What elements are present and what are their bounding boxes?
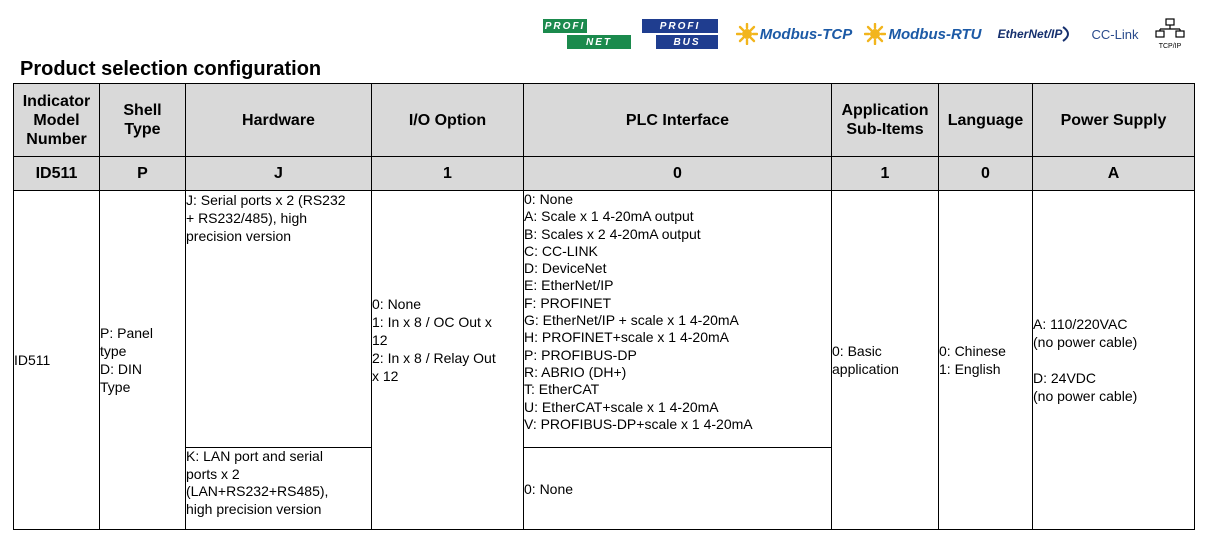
io-options-cell: 0: None 1: In x 8 / OC Out x 12 2: In x 8 / Relay Out x 12 (372, 191, 524, 530)
shell-options-cell: P: Panel type D: DIN Type (100, 191, 186, 530)
hardware-k-cell: K: LAN port and serial ports x 2 (LAN+RS232+RS485), high precision version (186, 448, 372, 530)
modbus-tcp-text: Modbus-TCP (759, 25, 853, 43)
profibus-logo-bottom: BUS (656, 35, 718, 49)
protocol-logos (540, 14, 1190, 54)
language-options-cell: 0: Chinese 1: English (939, 191, 1033, 530)
code-row (14, 157, 1195, 191)
modbus-tcp-logo (726, 18, 862, 50)
profinet-logo-bottom: NET (567, 35, 631, 49)
code-model: ID511 (14, 157, 100, 191)
cc-link-logo (1086, 18, 1144, 50)
network-icon (1155, 18, 1185, 38)
modbus-star-icon (864, 23, 886, 45)
code-lang: 0 (939, 157, 1033, 191)
header-row (14, 84, 1195, 157)
ethernet-swoosh-icon (1062, 25, 1074, 43)
code-shell: P (100, 157, 186, 191)
tcp-ip-logo (1152, 18, 1188, 50)
profibus-logo (642, 18, 718, 50)
ethernet-ip-text: EtherNet/IP (997, 27, 1063, 41)
application-options-cell: 0: Basic application (832, 191, 939, 530)
code-io: 1 (372, 157, 524, 191)
profinet-logo (542, 18, 632, 50)
options-row (14, 191, 1195, 448)
header-shell-type: Shell Type (100, 84, 186, 157)
modbus-rtu-logo (864, 18, 982, 50)
code-power: A (1033, 157, 1195, 191)
code-hardware: J (186, 157, 372, 191)
profinet-logo-top: PROFI (544, 20, 586, 32)
profibus-logo-top: PROFI (642, 19, 718, 33)
header-power-supply: Power Supply (1033, 84, 1195, 157)
plc-k-options-cell: 0: None (524, 448, 832, 530)
code-plc: 0 (524, 157, 832, 191)
header-language: Language (939, 84, 1033, 157)
model-cell: ID511 (14, 191, 100, 530)
header-hardware: Hardware (186, 84, 372, 157)
tcp-ip-text: TCP/IP (1158, 43, 1182, 50)
page-title: Product selection configuration (20, 58, 322, 80)
header-plc-interface: PLC Interface (524, 84, 832, 157)
modbus-star-icon (736, 23, 758, 45)
ethernet-ip-logo (986, 18, 1086, 50)
header-model-number: Indicator Model Number (14, 84, 100, 157)
power-options-cell: A: 110/220VAC (no power cable) D: 24VDC (no power cable) (1033, 191, 1195, 530)
plc-j-options-cell: 0: None A: Scale x 1 4-20mA output B: Scales x 2 4-20mA output C: CC-LINK D: DeviceNet E: EtherNet/IP F: PROFINET G: EtherNet/IP + scale x 1 4-20mA H: PROFINET+scale x 1 4-20mA P: PROFIBUS-DP R: ABRIO (DH+) T: EtherCAT U: EtherCAT+scale x 1 4-20mA V: PROFIBUS-DP+scale x 1 4-20mA (524, 191, 832, 448)
cc-link-text: CC-Link (1091, 26, 1139, 42)
hardware-j-cell: J: Serial ports x 2 (RS232 + RS232/485), high precision version (186, 191, 372, 448)
modbus-rtu-text: Modbus-RTU (888, 25, 982, 43)
code-app: 1 (832, 157, 939, 191)
header-application-sub-items: Application Sub-Items (832, 84, 939, 157)
product-selection-table (13, 83, 1195, 530)
header-io-option: I/O Option (372, 84, 524, 157)
